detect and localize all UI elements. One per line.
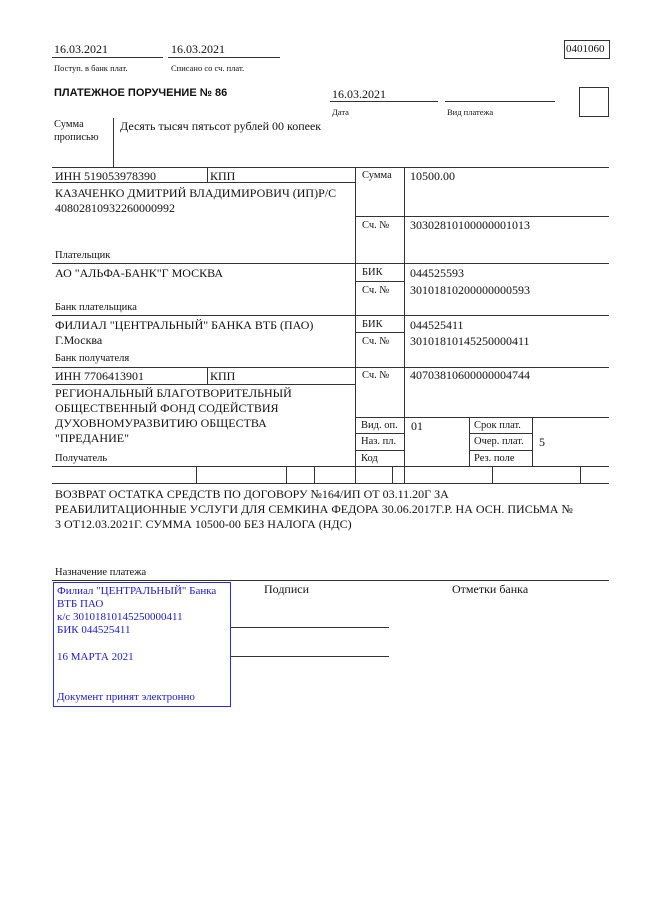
code-label: Код bbox=[361, 453, 378, 464]
priority-label: Очер. плат. bbox=[474, 436, 524, 447]
priority: 5 bbox=[539, 435, 545, 449]
payer-bik-label: БИК bbox=[362, 267, 383, 278]
payer-name-2: 40802810932260000992 bbox=[55, 201, 175, 215]
purpose-label: Назначение платежа bbox=[55, 567, 147, 578]
payee-bank-name: ФИЛИАЛ "ЦЕНТРАЛЬНЫЙ" БАНКА ВТБ (ПАО) bbox=[55, 318, 314, 332]
op-type: 01 bbox=[411, 419, 423, 433]
payee-label: Получатель bbox=[55, 453, 108, 464]
stamp-line-4: БИК 044525411 bbox=[57, 624, 131, 636]
stamp-note: Документ принят электронно bbox=[57, 691, 195, 703]
stamp-line-1: Филиал "ЦЕНТРАЛЬНЫЙ" Банка bbox=[57, 585, 217, 597]
purpose-line-3: 3 ОТ12.03.2021Г. СУММА 10500-00 БЕЗ НАЛОГА (НДС) bbox=[55, 517, 352, 531]
payer-bik: 044525593 bbox=[410, 266, 464, 280]
amount-words-label: Сумма bbox=[54, 119, 84, 130]
payer-bank-label: Банк плательщика bbox=[55, 302, 137, 313]
payee-name-1: РЕГИОНАЛЬНЫЙ БЛАГОТВОРИТЕЛЬНЫЙ bbox=[55, 386, 292, 400]
payee-account: 40703810600000004744 bbox=[410, 368, 530, 382]
payee-bank-city: Г.Москва bbox=[55, 333, 103, 347]
payer-name: КАЗАЧЕНКО ДМИТРИЙ ВЛАДИМИРОВИЧ (ИП)Р/С bbox=[55, 186, 337, 200]
page-title: ПЛАТЕЖНОЕ ПОРУЧЕНИЕ № 86 bbox=[54, 87, 228, 99]
stamp-line-3: к/с 30101810145250000411 bbox=[57, 611, 183, 623]
form-code: 0401060 bbox=[566, 43, 605, 55]
payer-bank-name: АО "АЛЬФА-БАНК"Г МОСКВА bbox=[55, 266, 224, 280]
payee-kpp: КПП bbox=[210, 369, 236, 383]
stamp-line-2: ВТБ ПАО bbox=[57, 598, 104, 610]
op-type-label: Вид. оп. bbox=[361, 420, 398, 431]
payer-bank-account-label: Сч. № bbox=[362, 285, 390, 296]
purpose-code-label: Наз. пл. bbox=[361, 436, 397, 447]
payer-kpp: КПП bbox=[210, 169, 236, 183]
bank-stamp bbox=[53, 582, 231, 707]
date-label: Дата bbox=[332, 107, 349, 117]
amount-words: Десять тысяч пятьсот рублей 00 копеек bbox=[120, 119, 322, 133]
signature-line-1 bbox=[230, 627, 389, 628]
term-label: Срок плат. bbox=[474, 420, 521, 431]
payee-name-2: ОБЩЕСТВЕННЫЙ ФОНД СОДЕЙСТВИЯ bbox=[55, 401, 279, 415]
stamp-date: 16 МАРТА 2021 bbox=[57, 651, 134, 663]
amount-value: 10500.00 bbox=[410, 169, 455, 183]
reserve-label: Рез. поле bbox=[474, 453, 515, 464]
received-date: 16.03.2021 bbox=[54, 42, 108, 56]
payee-account-label: Сч. № bbox=[362, 370, 390, 381]
payee-bank-account-label: Сч. № bbox=[362, 336, 390, 347]
payee-name-3: ДУХОВНОМУРАЗВИТИЮ ОБЩЕСТВА bbox=[55, 416, 267, 430]
debited-label: Списано со сч. плат. bbox=[171, 63, 245, 73]
payer-bank-account: 30101810200000000593 bbox=[410, 283, 530, 297]
payment-type-box bbox=[579, 87, 609, 117]
payment-type-label: Вид платежа bbox=[447, 107, 494, 117]
payer-label: Плательщик bbox=[55, 250, 111, 261]
payee-bik: 044525411 bbox=[410, 318, 464, 332]
bank-marks-label: Отметки банка bbox=[452, 582, 529, 596]
payer-inn: ИНН 519053978390 bbox=[55, 169, 156, 183]
payee-bik-label: БИК bbox=[362, 319, 383, 330]
amount-words-label-2: прописью bbox=[54, 132, 99, 143]
purpose-line-2: РЕАБИЛИТАЦИОННЫЕ УСЛУГИ ДЛЯ СЕМКИНА ФЕДОРА 30.06.2017Г.Р. НА ОСН. ПИСЬМА № bbox=[55, 502, 573, 516]
payer-account: 30302810100000001013 bbox=[410, 218, 530, 232]
payee-bank-account: 30101810145250000411 bbox=[410, 334, 530, 348]
payee-bank-label: Банк получателя bbox=[55, 353, 130, 364]
purpose-line-1: ВОЗВРАТ ОСТАТКА СРЕДСТВ ПО ДОГОВОРУ №164/ИП ОТ 03.11.20Г ЗА bbox=[55, 487, 449, 501]
payee-name-4: "ПРЕДАНИЕ" bbox=[55, 431, 129, 445]
document-date: 16.03.2021 bbox=[332, 87, 386, 101]
signatures-label: Подписи bbox=[264, 582, 310, 596]
amount-label: Сумма bbox=[362, 170, 392, 181]
payer-account-label: Сч. № bbox=[362, 220, 390, 231]
payee-inn: ИНН 7706413901 bbox=[55, 369, 144, 383]
signature-line-2 bbox=[230, 656, 389, 657]
debited-date: 16.03.2021 bbox=[171, 42, 225, 56]
received-label: Поступ. в банк плат. bbox=[54, 63, 128, 73]
